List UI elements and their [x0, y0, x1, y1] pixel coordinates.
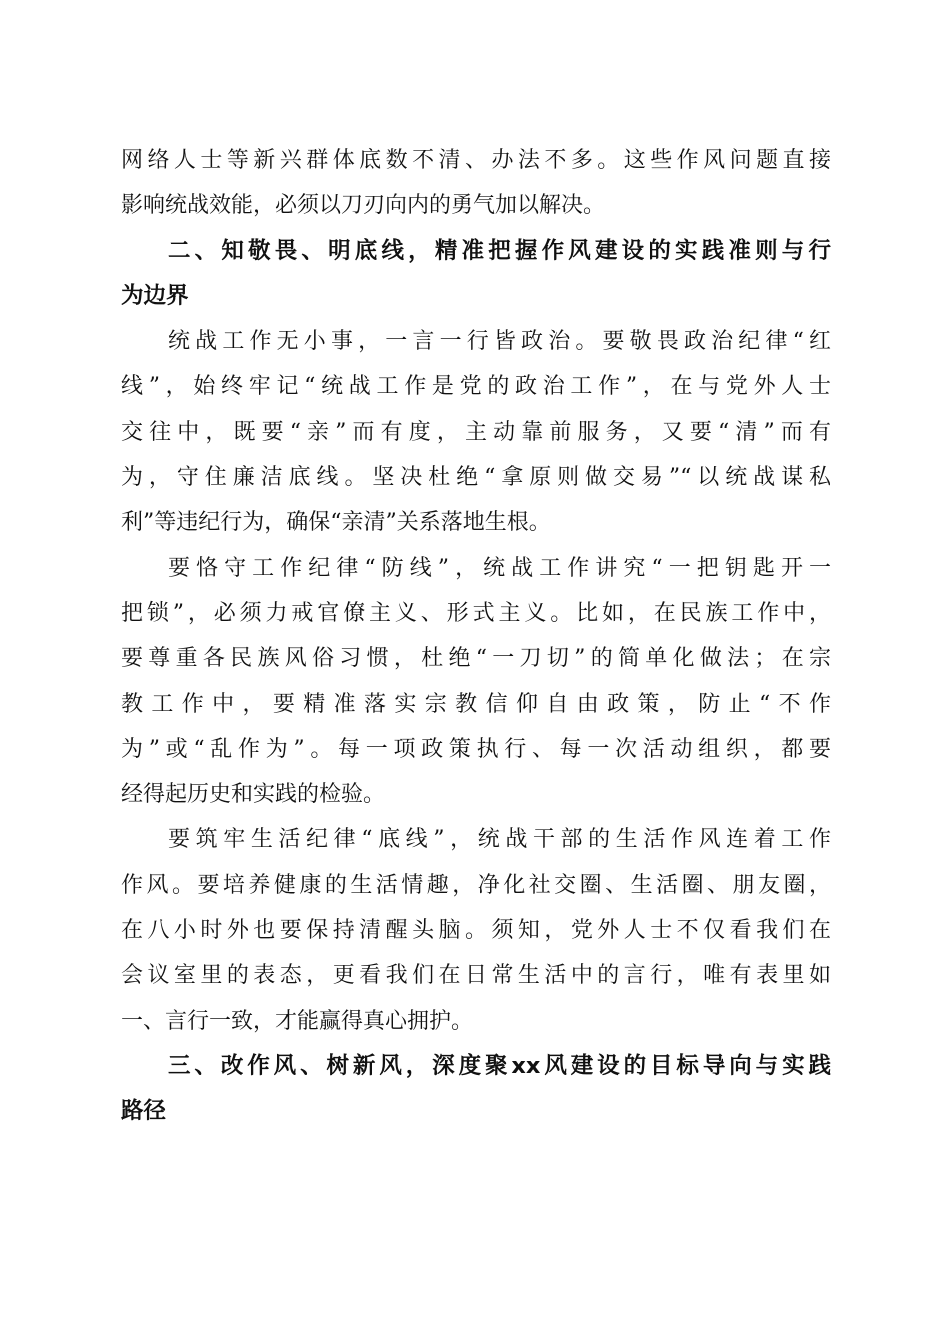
heading-line: 二、知敬畏、明底线，精准把握作风建设的实践准则与行: [168, 237, 831, 264]
text-line: 在八小时外也要保持清醒头脑。须知，党外人士不仅看我们在: [121, 918, 831, 944]
section-heading-3: [121, 1044, 831, 1135]
heading-line: 路径: [121, 1098, 167, 1125]
text-line: 影响统战效能，必须以刀刃向内的勇气加以解决。: [121, 193, 606, 219]
text-line: 经得起历史和实践的检验。: [121, 782, 386, 808]
text-line: 为，守住廉洁底线。坚决杜绝“拿原则做交易”“以统战谋私: [121, 465, 831, 491]
paragraph-life-discipline: [121, 817, 831, 1043]
text-line: 网络人士等新兴群体底数不清、办法不多。这些作风问题直接: [121, 148, 831, 173]
text-line: 要筑牢生活纪律“底线”，统战干部的生活作风连着工作: [168, 827, 831, 853]
document-body: [121, 138, 831, 1135]
paragraph-political-discipline: [121, 319, 831, 545]
text-line: 为”或“乱作为”。每一项政策执行、每一次活动组织，都要: [121, 736, 831, 762]
text-line: 要恪守工作纪律“防线”，统战工作讲究“一把钥匙开一: [168, 555, 831, 581]
text-line: 统战工作无小事，一言一行皆政治。要敬畏政治纪律“红: [168, 329, 831, 355]
text-line: 利”等违纪行为，确保“亲清”关系落地生根。: [121, 510, 551, 536]
text-line: 一、言行一致，才能赢得真心拥护。: [121, 1008, 474, 1034]
text-line: 交往中，既要“亲”而有度，主动靠前服务，又要“清”而有: [121, 419, 831, 445]
paragraph-work-discipline: [121, 546, 831, 818]
section-heading-2: [121, 229, 831, 320]
text-line: 会议室里的表态，更看我们在日常生活中的言行，唯有表里如: [121, 963, 831, 989]
text-line: 作风。要培养健康的生活情趣，净化社交圈、生活圈、朋友圈，: [121, 872, 831, 898]
heading-line: 为边界: [121, 282, 189, 309]
text-line: 要尊重各民族风俗习惯，杜绝“一刀切”的简单化做法；在宗: [121, 646, 831, 672]
text-line: 把锁”，必须力戒官僚主义、形式主义。比如，在民族工作中，: [121, 600, 831, 626]
text-line: 教工作中，要精准落实宗教信仰自由政策，防止“不作: [121, 691, 831, 717]
heading-line: 三、改作风、树新风，深度聚xx风建设的目标导向与实践: [168, 1052, 831, 1079]
text-line: 线”，始终牢记“统战工作是党的政治工作”，在与党外人士: [121, 374, 831, 400]
paragraph-continuation: [121, 138, 831, 229]
